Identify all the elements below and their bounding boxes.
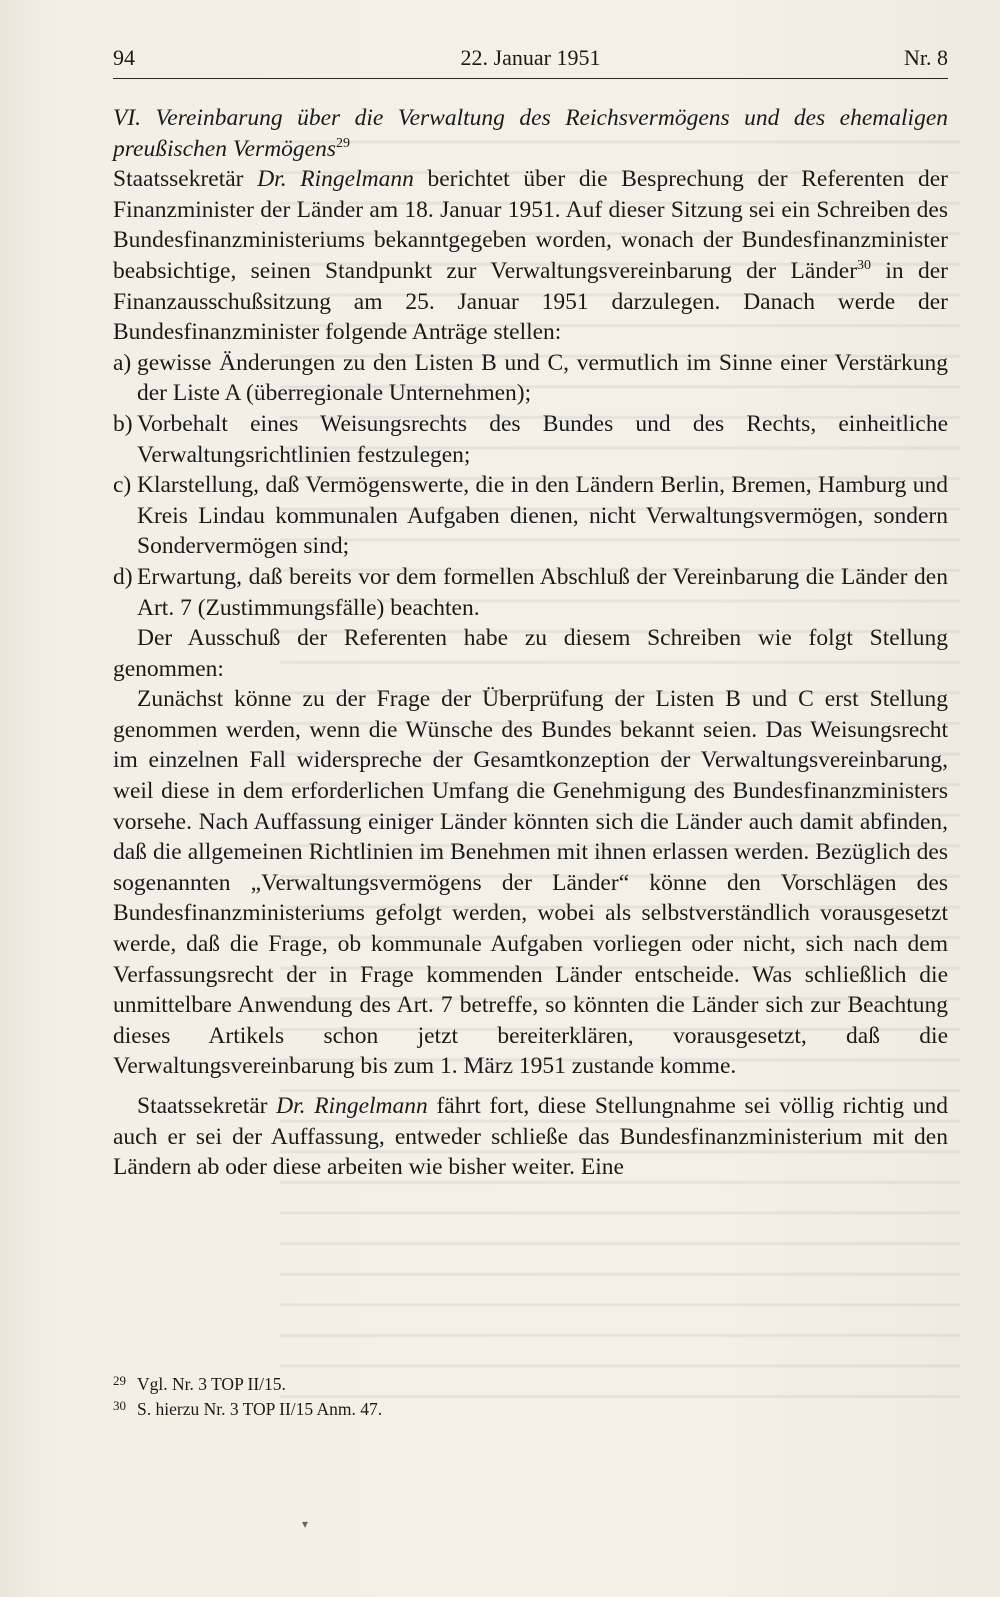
section-heading — [113, 103, 948, 164]
list-text: Erwartung, daß bereits vor dem formellen Abschluß der Vereinbarung die Länder den Art. 7 (Zustimmungsfälle) beachten. — [137, 563, 948, 621]
footnote-text: S. hierzu Nr. 3 TOP II/15 Anm. 47. — [137, 1399, 383, 1419]
list-text: Vorbehalt eines Weisungsrechts des Bundes und des Rechts, einheitliche Verwaltungsrichtlinien festzulegen; — [137, 410, 948, 468]
paragraph-continuation — [113, 1091, 948, 1183]
list-label: c) — [113, 472, 132, 499]
list-item — [113, 409, 948, 470]
person-name: Dr. Ringelmann — [257, 166, 414, 193]
paragraph-text: berichtet über die Besprechung der Referenten der Finanzminister der Länder am 18. Januar 1951. Auf dieser Sitzung sei ein Schreiben des Bundesfinanzministeriums bekanntgegeben worden, wonach der Bundesfinanzminister beabsichtige, seinen Standpunkt zur Verwaltungsvereinbarung der Länder — [113, 166, 949, 284]
print-mark-icon: ▾ — [302, 1517, 309, 1531]
paragraph-text: Staatssekretär — [137, 1093, 277, 1119]
header-date: 22. Januar 1951 — [460, 45, 601, 70]
person-name: Dr. Ringelmann — [276, 1093, 428, 1119]
footnote-text: Vgl. Nr. 3 TOP II/15. — [137, 1374, 286, 1394]
motion-list — [113, 348, 948, 623]
list-label: d) — [113, 563, 133, 590]
paragraph-text: in der Finanzausschußsitzung am 25. Januar 1951 darzulegen. Danach werde der Bundesfinanzminister folgende Anträge stellen: — [113, 257, 948, 346]
paragraph-report — [113, 164, 948, 348]
list-item — [113, 348, 948, 409]
paragraph-committee: Der Ausschuß der Referenten habe zu diesem Schreiben wie folgt Stellung genommen: — [113, 625, 948, 682]
list-item — [113, 470, 948, 562]
footnote-ref-30: 30 — [857, 257, 872, 273]
header-issue-number: Nr. 8 — [904, 45, 948, 70]
paragraph-text: Staatssekretär — [113, 166, 258, 193]
footnote: 30 S. hierzu Nr. 3 TOP II/15 Anm. 47. — [113, 1398, 383, 1419]
list-text: gewisse Änderungen zu den Listen B und C, vermutlich im Sinne einer Verstärkung der Liste A (überregionale Unternehmen); — [137, 349, 948, 407]
page-number: 94 — [113, 45, 135, 70]
section-heading-text: VI. Vereinbarung über die Verwaltung des Reichsvermögens und des ehemaligen preußischen Vermögens — [113, 105, 948, 162]
list-item — [113, 562, 948, 623]
list-text: Klarstellung, daß Vermögenswerte, die in den Ländern Berlin, Bremen, Hamburg und Kreis Lindau kommunalen Aufgaben dienen, nicht Verwaltungsvermögen, sondern Sondervermögen sind; — [137, 472, 948, 560]
list-label: a) — [113, 349, 132, 376]
header-rule — [113, 78, 948, 79]
paragraph-text: fährt fort, diese Stellungnahme sei völlig richtig und auch er sei der Auffassung, entweder schließe das Bundesfinanzministerium mit den Ländern ab oder diese arbeiten wie bisher weiter. Eine — [113, 1093, 948, 1181]
list-label: b) — [113, 410, 133, 437]
footnote-ref-29: 29 — [336, 135, 350, 151]
main-text — [113, 103, 948, 1183]
footnote: 29 Vgl. Nr. 3 TOP II/15. — [113, 1373, 286, 1394]
footnotes — [113, 1372, 948, 1422]
paragraph-position: Zunächst könne zu der Frage der Überprüfung der Listen B und C erst Stellung genommen werden, wenn die Wünsche des Bundes bekannt seien. Das Weisungsrecht im einzelnen Fall widerspreche der Gesamtkonzeption der Verwaltungsvereinbarung, weil diese in dem erforderlichen Umfang die Genehmigung des Bundesfinanzministers vorsehe. Nach Auffassung einiger Länder könnten sich die Länder auch damit abfinden, daß die allgemeinen Richtlinien im Benehmen mit ihnen erlassen werden. Bezüglich des sogenannten „Verwaltungsvermögens der Länder“ könne den Vorschlägen des Bundesfinanzministeriums gefolgt werden, wobei als selbstverständlich vorausgesetzt werde, daß die Frage, ob kommunale Aufgaben vorliegen oder nicht, sich nach dem Verfassungsrecht der in Frage kommenden Länder entscheide. Was schließlich die unmittelbare Anwendung des Art. 7 betreffe, so könnten die Länder sich zur Beachtung dieses Artikels schon jetzt bereiterklären, vorausgesetzt, daß die Verwaltungsvereinbarung bis zum 1. März 1951 zustande komme. — [113, 686, 948, 1080]
running-header — [113, 42, 948, 74]
